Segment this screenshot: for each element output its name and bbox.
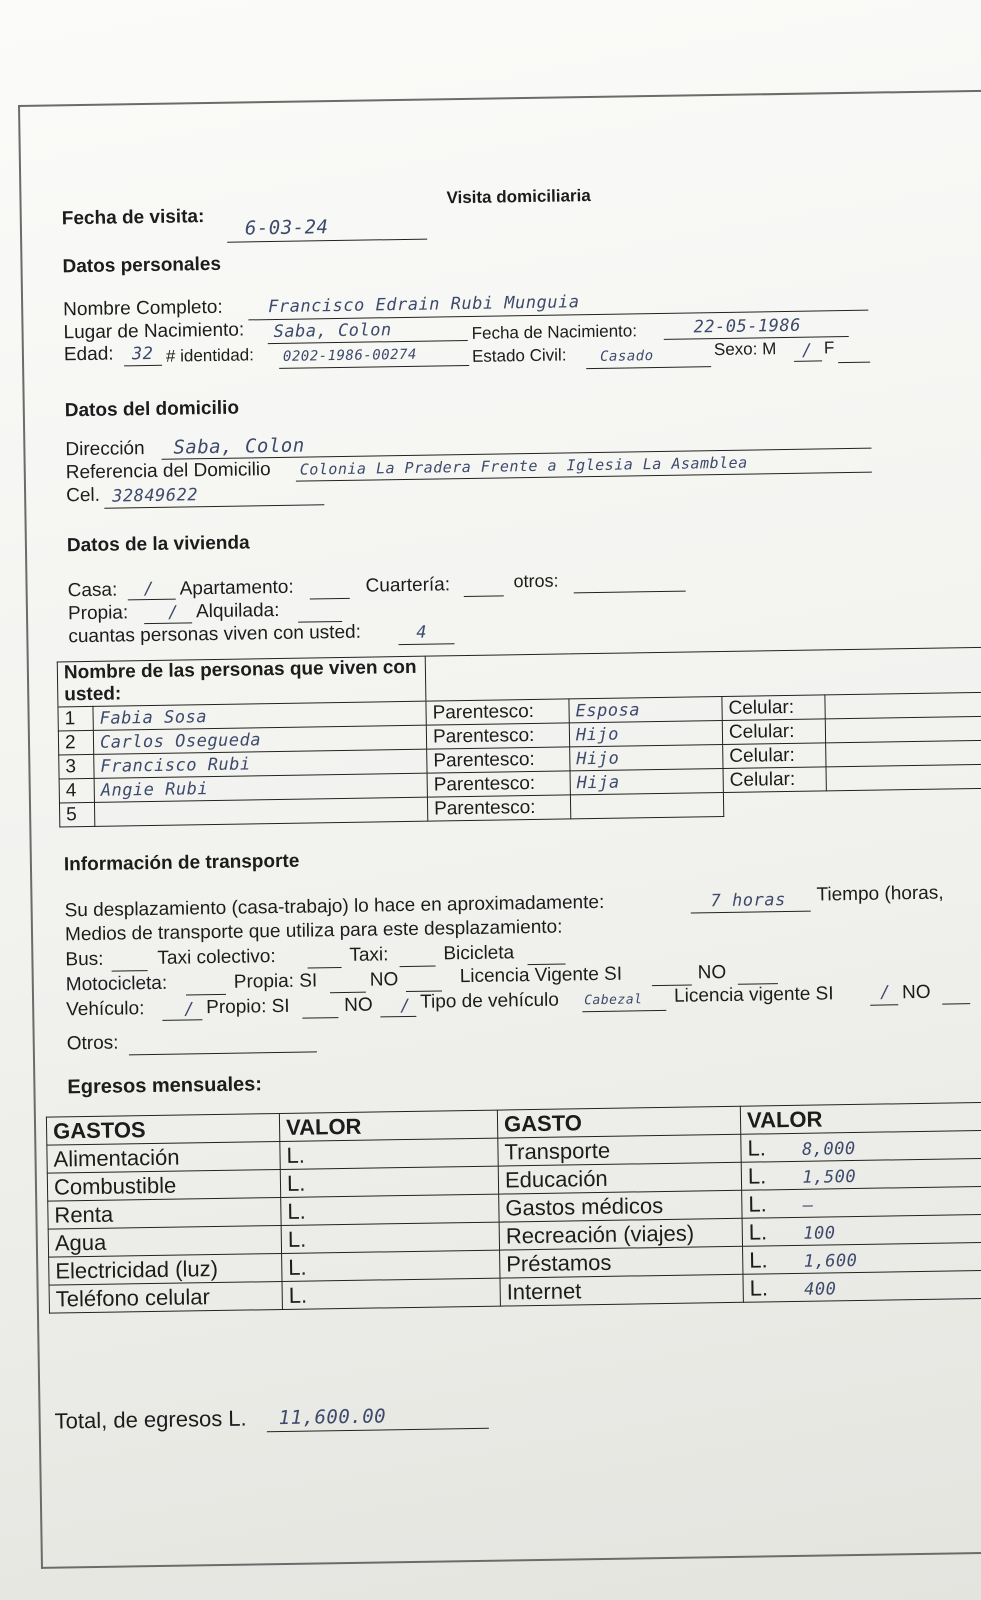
owned-field[interactable]: [144, 602, 192, 624]
apartment-label: Apartamento:: [179, 576, 294, 600]
expense-value-cell[interactable]: [742, 1214, 981, 1246]
full-name-value: Francisco Edrain Rubi Munguia: [268, 292, 580, 318]
relationship-value: Hijo: [575, 724, 620, 745]
member-name-cell[interactable]: [94, 797, 427, 826]
expense-name: Alimentación: [47, 1142, 280, 1174]
expense-name: Teléfono celular: [49, 1281, 282, 1313]
moto-license-no-label: NO: [697, 961, 727, 984]
expense-value: 8,000: [801, 1138, 856, 1160]
sex-f-label: F: [823, 338, 835, 358]
cell-phone-cell[interactable]: [825, 692, 981, 719]
visit-date-value: 6-03-24: [244, 216, 329, 240]
vehicle-type-field[interactable]: [582, 990, 666, 1012]
expense-value-cell[interactable]: [741, 1158, 981, 1190]
id-number-value: 0202-1986-00274: [282, 346, 418, 365]
relationship-value: Hija: [576, 772, 620, 793]
house-check: /: [143, 578, 155, 600]
moto-license-label: Licencia Vigente SI: [459, 963, 623, 988]
cell-phone-label: Celular:: [722, 695, 825, 721]
other-housing-field[interactable]: [573, 571, 685, 594]
currency-label: L.: [286, 1170, 306, 1196]
currency-label: L.: [287, 1226, 307, 1252]
other-transport-label: Otros:: [66, 1032, 119, 1055]
expense-value: 1,600: [803, 1250, 858, 1272]
expense-name: Renta: [48, 1198, 281, 1230]
commute-value: 7 horas: [710, 890, 786, 912]
member-name-value: Carlos Osegueda: [99, 729, 262, 753]
id-number-field[interactable]: [279, 343, 469, 369]
vehicle-type-value: Cabezal: [584, 992, 643, 1009]
address-reference-value: Colonia La Pradera Frente a Iglesia La Asamblea: [299, 453, 748, 479]
moto-owned-yes-label: Propia: SI: [233, 970, 318, 993]
expense-value-cell[interactable]: [280, 1138, 498, 1169]
member-name-value: Fabia Sosa: [99, 706, 208, 729]
expense-name: Combustible: [47, 1170, 280, 1202]
household-count-field[interactable]: [398, 621, 454, 645]
time-hours-label: Tiempo (horas,: [816, 882, 944, 906]
motorcycle-label: Motocicleta:: [65, 972, 168, 996]
household-count-label: cuantas personas viven con usted:: [68, 621, 362, 648]
expense-value-cell[interactable]: [743, 1270, 981, 1302]
birthplace-value: Saba, Colon: [273, 320, 392, 343]
row-number: 1: [58, 706, 93, 731]
currency-label: L.: [748, 1218, 768, 1245]
civil-status-field[interactable]: [586, 344, 711, 369]
member-name-value: Francisco Rubi: [100, 753, 251, 777]
expenses-col-valor: VALOR: [279, 1110, 497, 1141]
full-name-label: Nombre Completo:: [63, 296, 223, 321]
moto-license-no-field[interactable]: [738, 963, 778, 985]
expense-value-cell[interactable]: [741, 1130, 981, 1162]
home-visit-form: [18, 90, 981, 1569]
vehicle-field[interactable]: [162, 999, 202, 1021]
birthdate-field[interactable]: [663, 314, 848, 340]
currency-label: L.: [288, 1254, 307, 1280]
age-field[interactable]: [124, 343, 162, 367]
expense-value-cell[interactable]: [281, 1194, 499, 1225]
cell-value: 32849622: [112, 485, 199, 507]
vehicle-owned-no-label: NO: [344, 994, 373, 1016]
visit-date-label: Fecha de visita:: [61, 206, 205, 230]
cell-phone-label: Celular:: [723, 743, 826, 769]
relationship-cell[interactable]: [570, 793, 723, 819]
vehicle-license-no-label: NO: [901, 981, 931, 1004]
moto-owned-no-field[interactable]: [406, 970, 442, 992]
relationship-label: Parentesco:: [426, 723, 569, 749]
housing-heading: Datos de la vivienda: [66, 532, 250, 557]
row-number: 3: [59, 754, 94, 779]
currency-label: L.: [748, 1190, 767, 1217]
moto-owned-yes-field[interactable]: [330, 972, 366, 994]
cell-phone-label: Celular:: [723, 767, 826, 793]
transport-heading: Información de transporte: [63, 850, 300, 876]
currency-label: L.: [749, 1274, 769, 1301]
sex-f-field[interactable]: [838, 342, 870, 364]
vehicle-license-no-field[interactable]: [942, 983, 970, 1004]
expense-name: Recreación (viajes): [499, 1218, 742, 1250]
bicycle-field[interactable]: [527, 944, 565, 966]
rented-field[interactable]: [298, 601, 342, 623]
expense-value-cell[interactable]: [743, 1242, 981, 1274]
civil-status-label: Estado Civil:: [471, 345, 567, 366]
cell-phone-cell[interactable]: [826, 764, 981, 791]
house-field[interactable]: [127, 579, 175, 601]
age-value: 32: [131, 343, 154, 365]
birthdate-value: 22-05-1986: [693, 315, 802, 338]
monthly-expenses-table: [46, 1102, 981, 1314]
currency-label: L.: [287, 1198, 306, 1224]
relationship-value: Esposa: [575, 699, 641, 721]
vehicle-owned-no-check: /: [400, 995, 412, 1017]
expenses-col-gastos: GASTOS: [46, 1114, 279, 1146]
address-label: Dirección: [65, 438, 145, 461]
relationship-label: Parentesco:: [427, 771, 570, 797]
row-number: 4: [59, 778, 94, 803]
civil-status-value: Casado: [599, 348, 654, 365]
household-members-table: [57, 647, 981, 828]
age-label: Edad:: [63, 343, 114, 366]
total-expenses-field[interactable]: [266, 1402, 488, 1432]
expense-value-cell[interactable]: [282, 1250, 500, 1281]
sex-m-field[interactable]: [794, 340, 822, 361]
other-housing-label: otros:: [513, 570, 559, 592]
household-count-value: 4: [416, 622, 428, 643]
relationship-cell[interactable]: [569, 721, 722, 747]
expense-value: 1,500: [802, 1166, 857, 1188]
expenses-col-gasto: GASTO: [497, 1106, 740, 1138]
address-heading: Datos del domicilio: [64, 397, 240, 422]
relationship-label: Parentesco:: [427, 795, 570, 821]
vehicle-type-label: Tipo de vehículo: [419, 989, 560, 1013]
total-expenses-label: Total, de egresos L.: [54, 1405, 247, 1434]
expense-value-cell[interactable]: [282, 1278, 500, 1309]
expense-value-cell[interactable]: [280, 1166, 498, 1197]
relationship-cell[interactable]: [570, 769, 723, 795]
expense-value-cell[interactable]: [281, 1222, 499, 1253]
member-name-value: Angie Rubi: [100, 778, 209, 801]
personal-data-heading: Datos personales: [62, 253, 222, 278]
transport-means-label: Medios de transporte que utiliza para este desplazamiento:: [64, 916, 563, 946]
vehicle-label: Vehículo:: [66, 998, 145, 1021]
expense-name: Transporte: [498, 1134, 741, 1166]
taxi-field[interactable]: [399, 946, 435, 968]
cell-phone-cell[interactable]: [826, 740, 981, 767]
commute-label: Su desplazamiento (casa-trabajo) lo hace en aproximadamente:: [64, 891, 605, 922]
cuarteria-label: Cuartería:: [365, 574, 451, 597]
currency-label: L.: [747, 1162, 767, 1189]
bicycle-label: Bicicleta: [443, 942, 515, 965]
currency-label: L.: [749, 1246, 768, 1273]
address-reference-label: Referencia del Domicilio: [65, 459, 271, 484]
birthplace-label: Lugar de Nacimiento:: [63, 319, 245, 344]
vehicle-license-yes-field[interactable]: [870, 984, 898, 1005]
row-number: 5: [59, 802, 94, 827]
shared-taxi-label: Taxi colectivo:: [157, 946, 276, 969]
vehicle-check: /: [184, 999, 196, 1020]
currency-label: L.: [288, 1282, 308, 1308]
relationship-cell[interactable]: [570, 745, 723, 771]
relationship-label: Parentesco:: [426, 699, 569, 725]
birthdate-label: Fecha de Nacimiento:: [471, 321, 638, 343]
moto-owned-no-label: NO: [369, 969, 399, 991]
household-table-header: Nombre de las personas que viven con usted:: [57, 656, 426, 707]
commute-field[interactable]: [690, 889, 810, 914]
vehicle-license-label: Licencia vigente SI: [673, 983, 834, 1007]
bus-field[interactable]: [111, 950, 147, 972]
birthplace-field[interactable]: [267, 318, 467, 344]
expense-name: Electricidad (luz): [49, 1254, 282, 1286]
house-label: Casa:: [67, 579, 118, 602]
expense-name: Agua: [48, 1226, 281, 1258]
expense-name: Internet: [500, 1274, 743, 1306]
cell-label: Cel.: [65, 484, 101, 507]
vehicle-owned-yes-field[interactable]: [302, 997, 338, 1019]
expense-value-cell[interactable]: [742, 1186, 981, 1218]
moto-license-yes-field[interactable]: [652, 965, 692, 987]
expense-value: 100: [803, 1222, 836, 1244]
vehicle-owned-no-field[interactable]: [380, 996, 416, 1018]
shared-taxi-field[interactable]: [307, 947, 341, 969]
expense-name: Préstamos: [500, 1246, 743, 1278]
relationship-label: Parentesco:: [427, 747, 570, 773]
vehicle-owned-yes-label: Propio: SI: [206, 995, 290, 1019]
motorcycle-field[interactable]: [186, 974, 226, 996]
currency-label: L.: [286, 1142, 306, 1168]
expense-value: 400: [804, 1278, 837, 1300]
address-value: Saba, Colon: [173, 434, 305, 459]
taxi-label: Taxi:: [349, 944, 389, 966]
cell-phone-cell[interactable]: [825, 716, 981, 743]
vehicle-license-yes-check: /: [879, 982, 891, 1003]
owned-check: /: [167, 602, 179, 623]
rented-label: Alquilada:: [195, 599, 280, 623]
currency-label: L.: [747, 1134, 767, 1161]
relationship-cell[interactable]: [569, 697, 722, 723]
apartment-field[interactable]: [309, 578, 349, 600]
sex-m-check: /: [801, 340, 813, 361]
expenses-col-valor-2: VALOR: [740, 1102, 981, 1134]
relationship-value: Hijo: [576, 748, 620, 769]
total-expenses-value: 11,600.00: [278, 1405, 387, 1430]
expense-name: Gastos médicos: [499, 1190, 742, 1222]
row-number: 2: [58, 730, 93, 755]
expense-name: Educación: [498, 1162, 741, 1194]
id-number-label: # identidad:: [165, 345, 255, 366]
owned-label: Propia:: [67, 602, 129, 625]
sex-label: Sexo: M: [713, 339, 777, 360]
other-transport-field[interactable]: [129, 1031, 317, 1055]
cell-field[interactable]: [104, 482, 324, 508]
form-title: Visita domiciliaria: [446, 186, 591, 208]
cell-phone-label: Celular:: [722, 719, 825, 745]
bus-label: Bus:: [65, 948, 104, 971]
expense-value: —: [802, 1195, 814, 1216]
visit-date-field[interactable]: [227, 213, 427, 243]
expenses-heading: Egresos mensuales:: [67, 1073, 263, 1099]
cuarteria-field[interactable]: [463, 575, 503, 597]
